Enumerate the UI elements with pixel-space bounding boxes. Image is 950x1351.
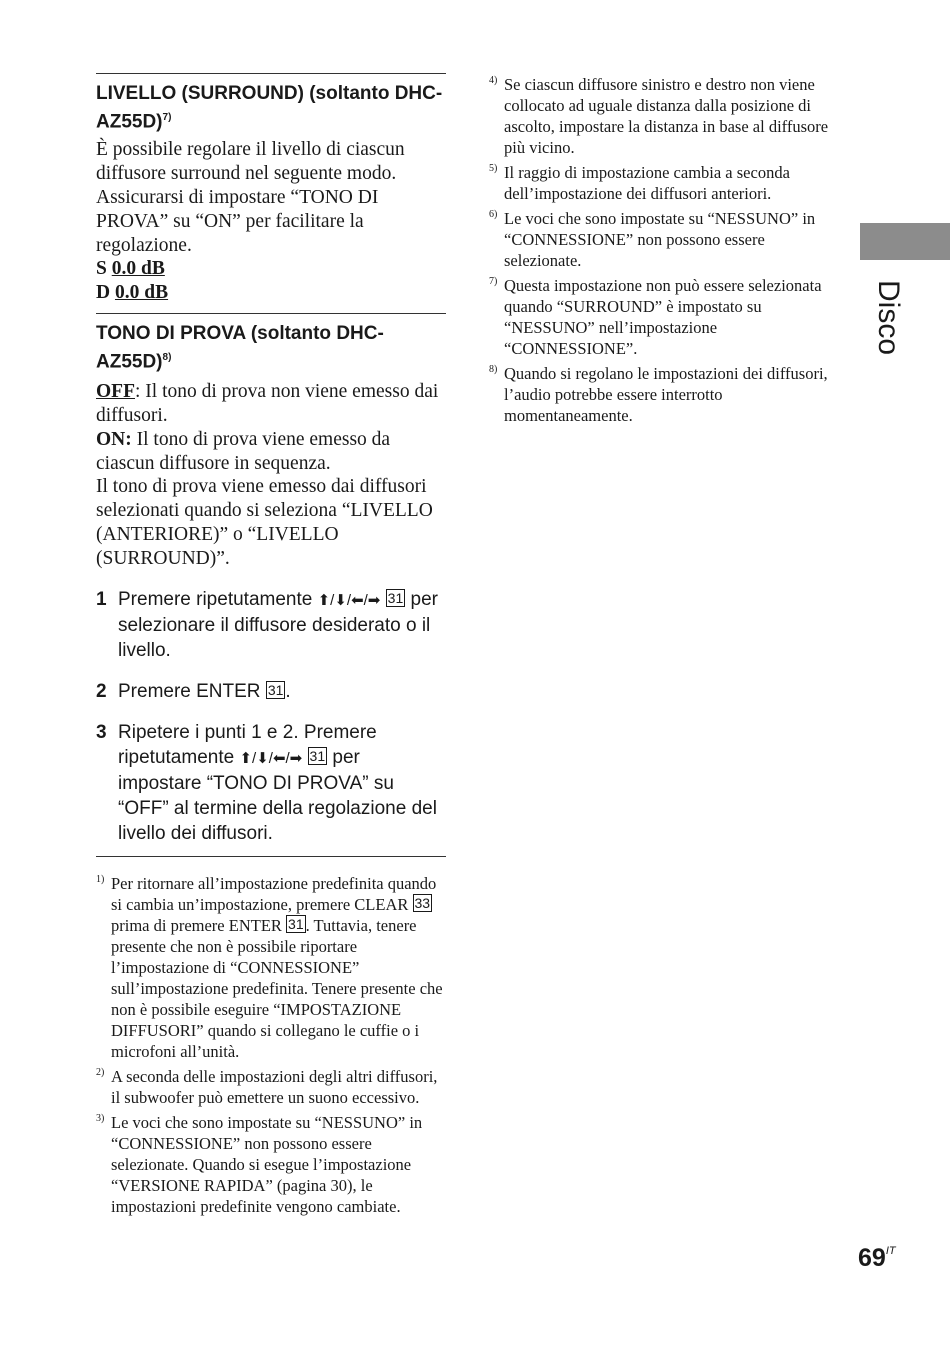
divider	[96, 856, 446, 857]
side-tab-bar	[860, 223, 950, 260]
side-tab-label: Disco	[872, 280, 905, 356]
option-off: OFF: Il tono di prova non viene emesso dai diffusori.	[96, 381, 439, 427]
ref-box: 31	[267, 681, 284, 698]
setting-s: S 0.0 dB	[96, 258, 165, 280]
footnote: 2) A seconda delle impostazioni degli altri diffusori, il subwoofer può emettere un suono eccessivo.	[96, 1066, 438, 1107]
divider	[96, 313, 446, 314]
footnote: 1) Per ritornare all’impostazione predefinita quando si cambia un’impostazione, premere CLEAR 33 prima di premere ENTER 31 . Tuttavia, tenere presente che non è possibile riportare l’impostazione di “CONNESSIONE” sull’impostazione predefinita. Tenere presente che non è possibile eseguire “IMPOSTAZIONE DIFFUSORI” quando si collegano le cuffie o i microfoni all’unità.	[96, 873, 443, 1061]
arrow-keys-icon: ⬆/⬇/⬅/➡	[239, 749, 303, 767]
steps-list	[96, 587, 446, 846]
divider	[96, 73, 446, 74]
footnote: 4) Se ciascun diffusore sinistro e destro non viene collocato ad uguale distanza dalla posizione di ascolto, impostare la distanza in base al diffusore più vicino.	[489, 75, 829, 157]
setting-d: D 0.0 dB	[96, 282, 169, 304]
footnote: 8) Quando si regolano le impostazioni dei diffusori, l’audio potrebbe essere interrotto momentaneamente.	[489, 364, 828, 425]
ref-box: 31	[387, 589, 404, 606]
section-text: Il tono di prova viene emesso dai diffusori selezionati quando si seleziona “LIVELLO (ANTERIORE)” o “LIVELLO (SURROUND)”.	[96, 476, 433, 569]
step-3: 3 Ripetere i punti 1 e 2. Premere ripetutamente ⬆/⬇/⬅/➡ 31 per impostare “TONO DI PROVA” su “OFF” al termine della regolazione del livello dei diffusori.	[96, 721, 437, 844]
step-2: 2 Premere ENTER 31 .	[96, 680, 291, 702]
footnote: 6) Le voci che sono impostate su “NESSUNO” in “CONNESSIONE” non possono essere selezionate.	[489, 209, 816, 270]
footnotes-left	[96, 873, 446, 1217]
arrow-keys-icon: ⬆/⬇/⬅/➡	[317, 591, 381, 609]
footnote: 7) Questa impostazione non può essere selezionata quando “SURROUND” è impostato su “NESSUNO” nell’impostazione “CONNESSIONE”.	[489, 276, 822, 358]
step-1: 1 Premere ripetutamente ⬆/⬇/⬅/➡ 31 per selezionare il diffusore desiderato o il livello.	[96, 588, 438, 661]
ref-box: 31	[309, 747, 326, 764]
footnote: 3) Le voci che sono impostate su “NESSUNO” in “CONNESSIONE” non possono essere selezionate. Quando si esegue l’impostazione “VERSIONE RAPIDA” (pagina 30), le impostazioni predefinite vengono cambiate.	[96, 1112, 423, 1216]
left-column	[96, 73, 446, 1221]
footnotes-right	[489, 74, 839, 430]
ref-box: 33	[414, 894, 431, 911]
section-heading-tono-di-prova: TONO DI PROVA (soltanto DHC-AZ55D)$^{8)}$	[96, 322, 384, 373]
page-number: $69^{IT}$	[858, 1244, 896, 1272]
ref-box: 31	[288, 915, 304, 932]
section-heading-livello-surround: LIVELLO (SURROUND) (soltanto DHC-AZ55D)$^{7)}$	[96, 83, 443, 133]
option-on: ON: Il tono di prova viene emesso da ciascun diffusore in sequenza.	[96, 428, 391, 474]
footnote: 5) Il raggio di impostazione cambia a seconda dell’impostazione dei diffusori anteriori.	[489, 163, 790, 203]
section-text: È possibile regolare il livello di ciascun diffusore surround nel seguente modo. Assicurarsi di impostare “TONO DI PROVA” su “ON” per facilitare la regolazione.	[96, 139, 405, 256]
